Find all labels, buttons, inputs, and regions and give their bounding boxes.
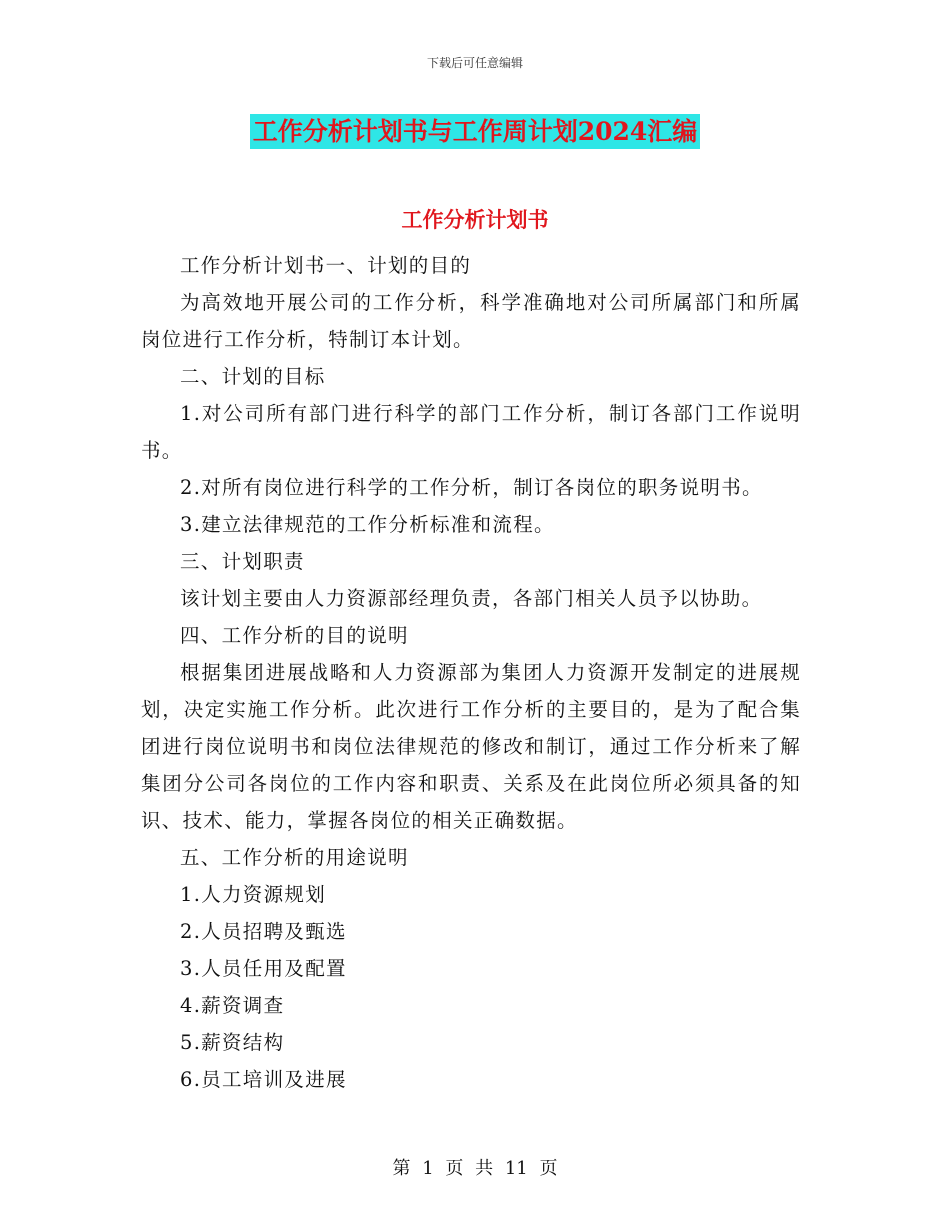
paragraph: 3.建立法律规范的工作分析标准和流程。: [180, 513, 555, 536]
paragraph: 2.对所有岗位进行科学的工作分析，制订各岗位的职务说明书。: [180, 476, 763, 499]
paragraph: 二、计划的目标: [180, 365, 326, 388]
section-title: 工作分析计划书: [401, 207, 549, 232]
paragraph: 该计划主要由人力资源部经理负责，各部门相关人员予以协助。: [180, 587, 763, 610]
paragraph: 6.员工培训及进展: [180, 1068, 347, 1091]
paragraph: 4.薪资调查: [180, 994, 285, 1017]
paragraph: 四、工作分析的目的说明: [180, 624, 409, 647]
header-note: 下载后可任意编辑: [426, 56, 523, 70]
paragraph: 5.薪资结构: [180, 1031, 285, 1054]
paragraph: 三、计划职责: [180, 550, 305, 573]
paragraph: 2.人员招聘及甄选: [180, 920, 347, 943]
document-body: [141, 247, 801, 1098]
paragraph: 为高效地开展公司的工作分析，科学准确地对公司所属部门和所属岗位进行工作分析，特制订本计划。: [141, 291, 801, 351]
document-title-text: 工作分析计划书与工作周计划2024汇编: [250, 114, 701, 149]
paragraph: 五、工作分析的用途说明: [180, 846, 409, 869]
paragraph: 3.人员任用及配置: [180, 957, 347, 980]
paragraph: 1.人力资源规划: [180, 883, 327, 906]
paragraph: 1.对公司所有部门进行科学的部门工作分析，制订各部门工作说明书。: [141, 402, 801, 462]
paragraph: 根据集团进展战略和人力资源部为集团人力资源开发制定的进展规划，决定实施工作分析。此次进行工作分析的主要目的，是为了配合集团进行岗位说明书和岗位法律规范的修改和制订，通过工作分析来了解集团分公司各岗位的工作内容和职责、关系及在此岗位所必须具备的知识、技术、能力，掌握各岗位的相关正确数据。: [141, 661, 801, 832]
document-title: [0, 112, 950, 148]
paragraph: 工作分析计划书一、计划的目的: [180, 254, 472, 277]
page-footer: 第 1 页 共 11 页: [392, 1158, 558, 1179]
